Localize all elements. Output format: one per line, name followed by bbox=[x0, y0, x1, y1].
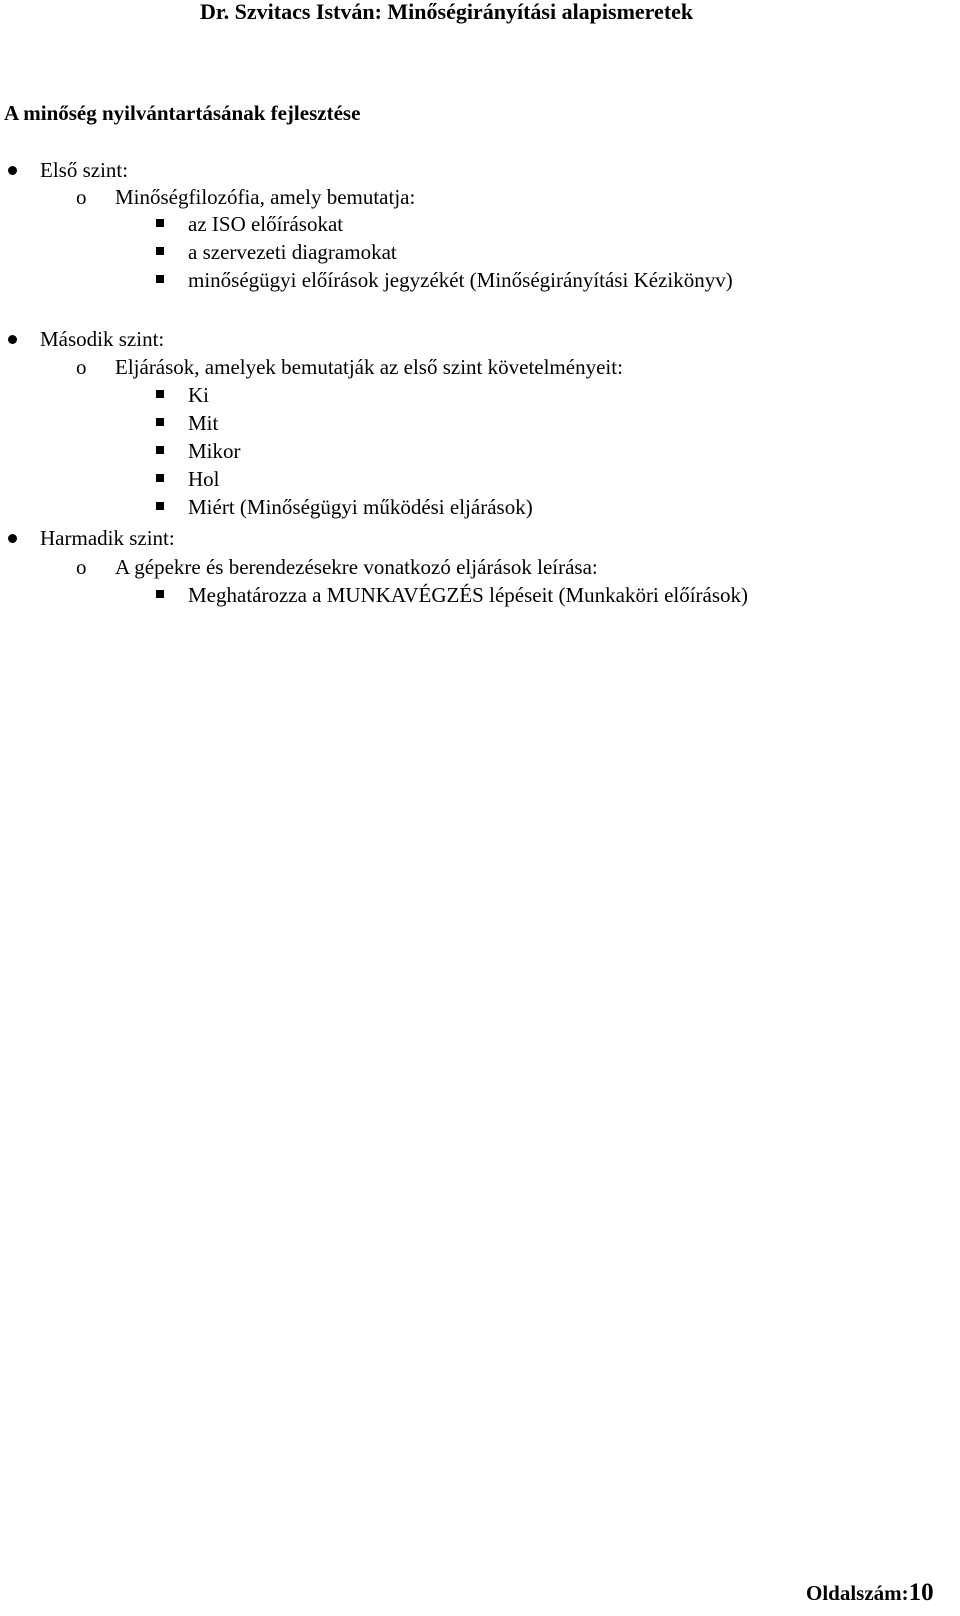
level-2-sub-text: Eljárások, amelyek bemutatják az első szint követelményeit: bbox=[115, 355, 623, 379]
running-header: Dr. Szvitacs István: Minőségirányítási alapismeretek bbox=[200, 0, 694, 24]
level-2-item: Hol bbox=[188, 467, 220, 491]
page-number bbox=[806, 1578, 934, 1608]
level-2-sub-bullet: o bbox=[76, 355, 87, 379]
level-2-item: Mikor bbox=[188, 439, 241, 463]
level-2-item-bullet bbox=[156, 502, 164, 510]
level-2-item-bullet bbox=[156, 390, 164, 398]
level-3-label: Harmadik szint: bbox=[40, 526, 175, 550]
level-1-sub-bullet: o bbox=[76, 185, 87, 209]
level-1-item: az ISO előírásokat bbox=[188, 212, 344, 236]
level-2-label: Második szint: bbox=[40, 327, 165, 351]
level-2-item-bullet bbox=[156, 418, 164, 426]
level-1-item-bullet bbox=[156, 219, 164, 227]
level-1-item-bullet bbox=[156, 247, 164, 255]
level-1-bullet bbox=[8, 166, 17, 175]
level-2-item: Miért (Minőségügyi működési eljárások) bbox=[188, 495, 533, 519]
level-3-bullet bbox=[8, 534, 17, 543]
level-3-item: Meghatározza a MUNKAVÉGZÉS lépéseit (Munkaköri előírások) bbox=[188, 583, 749, 607]
level-1-item-bullet bbox=[156, 275, 164, 283]
level-2-item-bullet bbox=[156, 446, 164, 454]
level-3-sub-text: A gépekre és berendezésekre vonatkozó eljárások leírása: bbox=[115, 555, 598, 579]
level-1-item: minőségügyi előírások jegyzékét (Minőségirányítási Kézikönyv) bbox=[188, 268, 733, 292]
level-2-item: Mit bbox=[188, 411, 219, 435]
section-title: A minőség nyilvántartásának fejlesztése bbox=[4, 101, 361, 125]
level-1-sub-text: Minőségfilozófia, amely bemutatja: bbox=[115, 185, 416, 209]
level-2-item-bullet bbox=[156, 474, 164, 482]
level-3-sub-bullet: o bbox=[76, 555, 87, 579]
level-3-item-bullet bbox=[156, 590, 164, 598]
level-2-bullet bbox=[8, 335, 17, 344]
page-number-label: Oldalszám: bbox=[806, 1581, 909, 1605]
level-1-label: Első szint: bbox=[40, 158, 129, 182]
page-number-value: 10 bbox=[908, 1579, 934, 1606]
level-1-item: a szervezeti diagramokat bbox=[188, 240, 397, 264]
level-2-item: Ki bbox=[188, 383, 209, 407]
